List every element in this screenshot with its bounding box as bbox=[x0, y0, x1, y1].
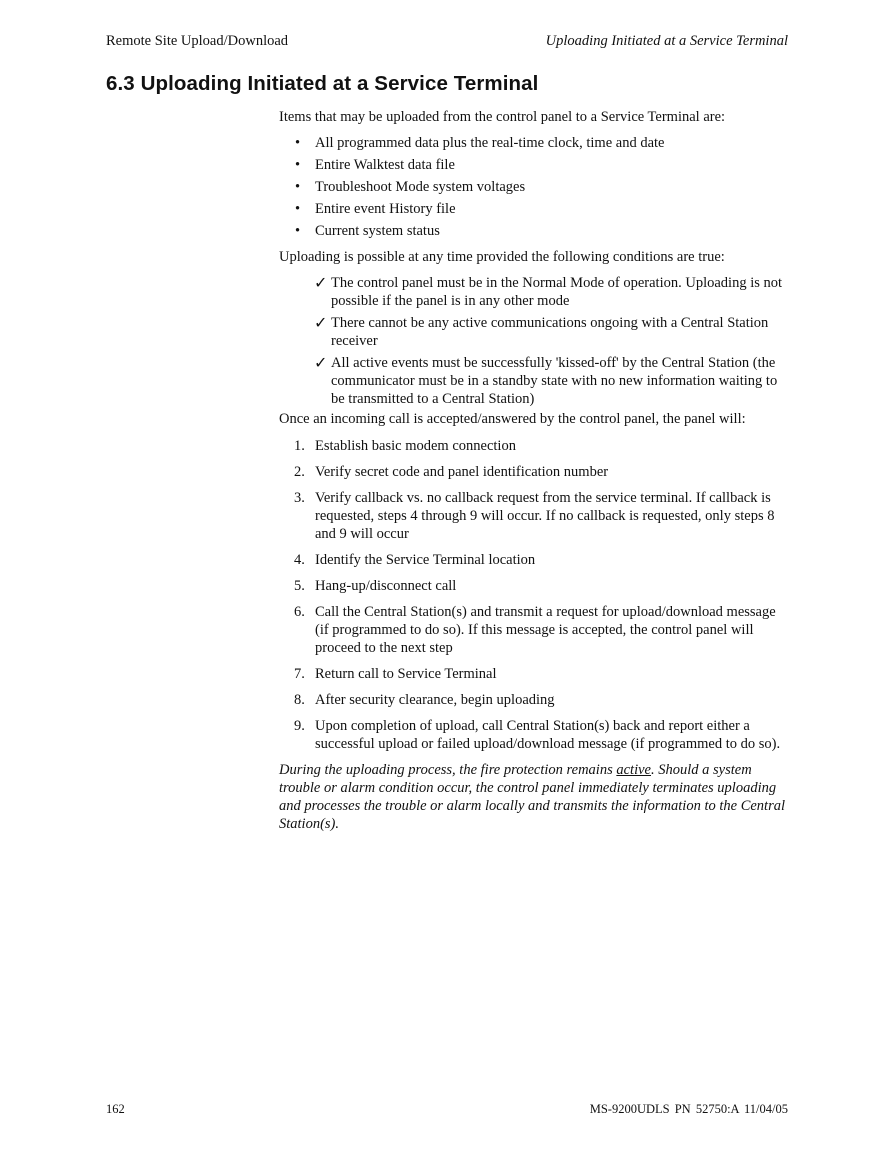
fire-protection-note bbox=[279, 761, 789, 833]
step-number: 4. bbox=[294, 552, 305, 568]
list-item-text: Current system status bbox=[315, 223, 440, 239]
step-number: 9. bbox=[294, 718, 305, 734]
list-item-text: Troubleshoot Mode system voltages bbox=[315, 179, 526, 195]
step-number: 5. bbox=[294, 578, 305, 594]
step-text: Call the Central Station(s) and transmit a request for upload/download message (if programmed to do so). If this message is accepted, the control panel will proceed to the next step bbox=[315, 604, 776, 656]
checkmark-icon: ✓ bbox=[314, 313, 328, 332]
running-header-right: Uploading Initiated at a Service Terminal bbox=[545, 33, 788, 49]
list-item bbox=[279, 156, 789, 178]
note-underlined-word: active bbox=[616, 762, 651, 778]
condition-item bbox=[279, 354, 789, 408]
running-header-left: Remote Site Upload/Download bbox=[106, 33, 289, 49]
checkmark-icon: ✓ bbox=[314, 353, 328, 372]
list-item-text: All programmed data plus the real-time clock, time and date bbox=[315, 135, 665, 151]
step-text: Return call to Service Terminal bbox=[315, 666, 497, 682]
step-item bbox=[279, 665, 789, 683]
step-item bbox=[279, 577, 789, 595]
bullet-icon: • bbox=[295, 179, 301, 195]
list-item-text: Entire Walktest data file bbox=[315, 157, 455, 173]
list-item bbox=[279, 178, 789, 200]
bullet-icon: • bbox=[295, 223, 301, 239]
step-text: After security clearance, begin uploading bbox=[315, 692, 555, 708]
step-item bbox=[279, 691, 789, 709]
step-item bbox=[279, 437, 789, 455]
step-text: Establish basic modem connection bbox=[315, 438, 516, 454]
step-item bbox=[279, 551, 789, 569]
page-number: 162 bbox=[106, 1102, 125, 1116]
bullet-icon: • bbox=[295, 157, 301, 173]
bullet-icon: • bbox=[295, 135, 301, 151]
step-number: 2. bbox=[294, 464, 305, 480]
uploadable-items-intro: Items that may be uploaded from the control panel to a Service Terminal are: bbox=[279, 109, 726, 125]
step-text: Identify the Service Terminal location bbox=[315, 552, 536, 568]
list-item bbox=[279, 200, 789, 222]
step-item bbox=[279, 489, 789, 543]
note-text-after: . Should a system trouble or alarm condition occur, the control panel immediately terminates uploading and processes the trouble or alarm locally and transmits the information to the Central Station(s). bbox=[279, 762, 785, 832]
conditions-intro: Uploading is possible at any time provided the following conditions are true: bbox=[279, 249, 725, 265]
step-number: 1. bbox=[294, 438, 305, 454]
step-item bbox=[279, 717, 789, 753]
step-text: Verify callback vs. no callback request from the service terminal. If callback is requested, steps 4 through 9 will occur. If no callback is requested, only steps 8 and 9 will occur bbox=[315, 490, 775, 542]
step-item bbox=[279, 463, 789, 481]
step-number: 8. bbox=[294, 692, 305, 708]
bullet-icon: • bbox=[295, 201, 301, 217]
condition-item bbox=[279, 274, 789, 310]
step-text: Upon completion of upload, call Central Station(s) back and report either a successful upload or failed upload/download message (if programmed to do so). bbox=[315, 718, 781, 752]
step-item bbox=[279, 603, 789, 657]
section-body bbox=[279, 108, 789, 833]
conditions-list bbox=[279, 274, 789, 408]
condition-text: The control panel must be in the Normal Mode of operation. Uploading is not possible if the panel is in any other mode bbox=[331, 275, 783, 309]
step-number: 3. bbox=[294, 490, 305, 506]
checkmark-icon: ✓ bbox=[314, 273, 328, 292]
condition-text: All active events must be successfully 'kissed-off' by the Central Station (the communicator must be in a standby state with no new information waiting to be transmitted to a Central Station) bbox=[331, 355, 778, 407]
step-text: Verify secret code and panel identification number bbox=[315, 464, 609, 480]
step-text: Hang-up/disconnect call bbox=[315, 578, 457, 594]
list-item bbox=[279, 134, 789, 156]
note-text-before: During the uploading process, the fire protection remains bbox=[279, 762, 617, 778]
list-item bbox=[279, 222, 789, 244]
steps-list bbox=[279, 437, 789, 753]
step-number: 6. bbox=[294, 604, 305, 620]
list-item-text: Entire event History file bbox=[315, 201, 456, 217]
step-number: 7. bbox=[294, 666, 305, 682]
section-title: 6.3 Uploading Initiated at a Service Terminal bbox=[106, 72, 539, 95]
steps-intro: Once an incoming call is accepted/answered by the control panel, the panel will: bbox=[279, 411, 746, 427]
condition-item bbox=[279, 314, 789, 350]
uploadable-items-list bbox=[279, 134, 789, 244]
document-id: MS-9200UDLS PN 52750:A 11/04/05 bbox=[589, 1102, 788, 1116]
condition-text: There cannot be any active communications ongoing with a Central Station receiver bbox=[331, 315, 769, 349]
